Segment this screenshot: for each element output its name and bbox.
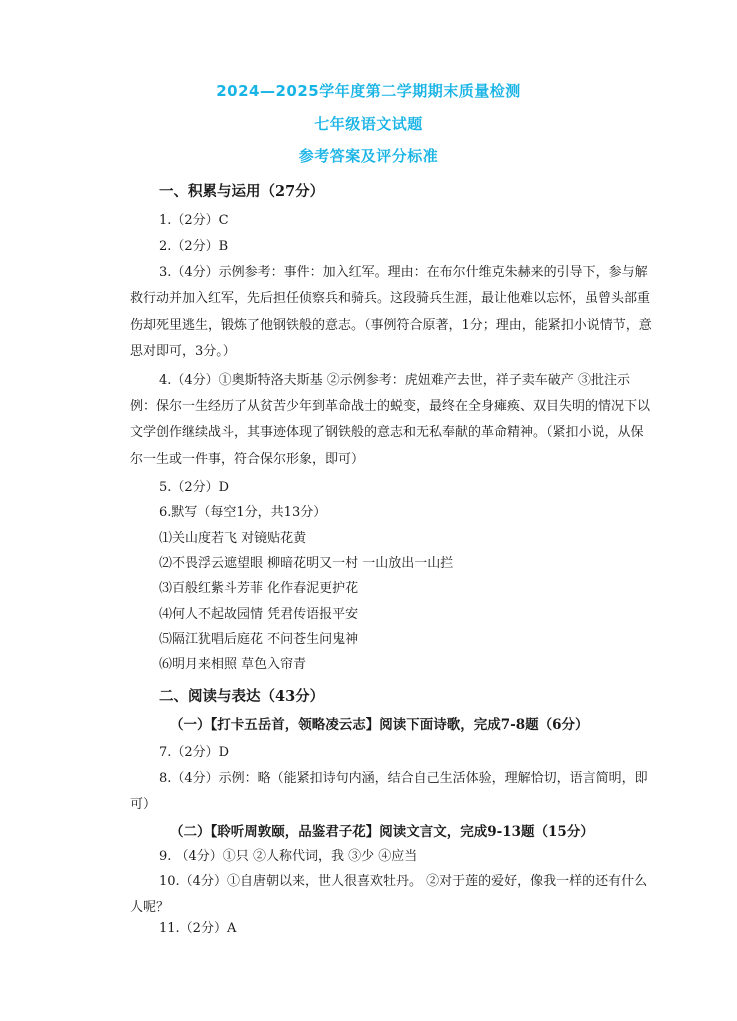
answer-q7: 7.（2分）D — [159, 745, 230, 760]
answer-q6-item: ⑷何人不起故园情 凭君传语报平安 — [159, 607, 359, 622]
section-1-heading: 一、积累与运用（27分） — [159, 183, 325, 200]
answer-q4-line2: 例：保尔一生经历了从贫苦少年到革命战士的蜕变，最终在全身瘫痪、双目失明的情况下以 — [130, 399, 651, 414]
answer-q3-line4: 思对即可，3分。） — [130, 344, 236, 359]
section-2-part-1-heading: （一）【打卡五岳首，领略凌云志】阅读下面诗歌，完成7-8题（6分） — [170, 717, 589, 733]
exam-subject: 七年级语文试题 — [314, 115, 423, 133]
answer-q6-item: ⑹明月来相照 草色入帘青 — [159, 657, 307, 672]
answer-q8-line2: 可） — [130, 797, 157, 812]
answer-q6-heading: 6.默写（每空1分，共13分） — [159, 505, 327, 520]
section-2-heading: 二、阅读与表达（43分） — [159, 688, 325, 705]
answer-q3-line1: 3.（4分）示例参考：事件：加入红军。理由：在布尔什维克朱赫来的引导下，参与解 — [159, 265, 648, 280]
answer-q8-line1: 8.（4分）示例：略（能紧扣诗句内涵，结合自己生活体验，理解恰切，语言简明，即 — [159, 771, 648, 786]
answer-q2: 2.（2分）B — [159, 239, 229, 254]
exam-title: 2024—2025学年度第二学期期末质量检测 — [216, 82, 521, 100]
answer-q10-line2: 人呢？ — [130, 900, 170, 915]
answer-q4-line4: 尔一生或一件事，符合保尔形象，即可） — [130, 452, 365, 467]
answer-q9: 9. （4分）①只 ②人称代词，我 ③少 ④应当 — [159, 849, 418, 864]
answer-q6-item: ⑸隔江犹唱后庭花 不问苍生问鬼神 — [159, 632, 359, 647]
section-2-part-2-heading: （二）【聆听周敦颐，品鉴君子花】阅读文言文，完成9-13题（15分） — [170, 824, 594, 840]
answer-key-title: 参考答案及评分标准 — [298, 147, 439, 165]
answer-q10-line1: 10.（4分）①自唐朝以来，世人很喜欢牡丹。 ②对于莲的爱好，像我一样的还有什么 — [159, 874, 648, 889]
answer-q6-item: ⑵不畏浮云遮望眼 柳暗花明又一村 一山放出一山拦 — [159, 556, 454, 571]
answer-q5: 5.（2分）D — [159, 480, 230, 495]
answer-q11: 11.（2分）A — [159, 921, 237, 936]
answer-q1: 1.（2分）C — [159, 213, 229, 228]
answer-q3-line3: 伤却死里逃生，锻炼了他钢铁般的意志。（事例符合原著，1分；理由，能紧扣小说情节，意 — [130, 318, 652, 333]
answer-q4-line1: 4.（4分）①奥斯特洛夫斯基 ②示例参考：虎妞难产去世，祥子卖车破产 ③批注示 — [159, 373, 630, 388]
answer-q6-item: ⑶百般红紫斗芳菲 化作春泥更护花 — [159, 581, 359, 596]
answer-q4-line3: 文学创作继续战斗，其事迹体现了钢铁般的意志和无私奉献的革命精神。（紧扣小说，从保 — [130, 425, 644, 440]
answer-q6-item: ⑴关山度若飞 对镜贴花黄 — [159, 531, 307, 546]
answer-q3-line2: 救行动并加入红军，先后担任侦察兵和骑兵。这段骑兵生涯，最让他难以忘怀，虽曾头部重 — [130, 291, 651, 306]
